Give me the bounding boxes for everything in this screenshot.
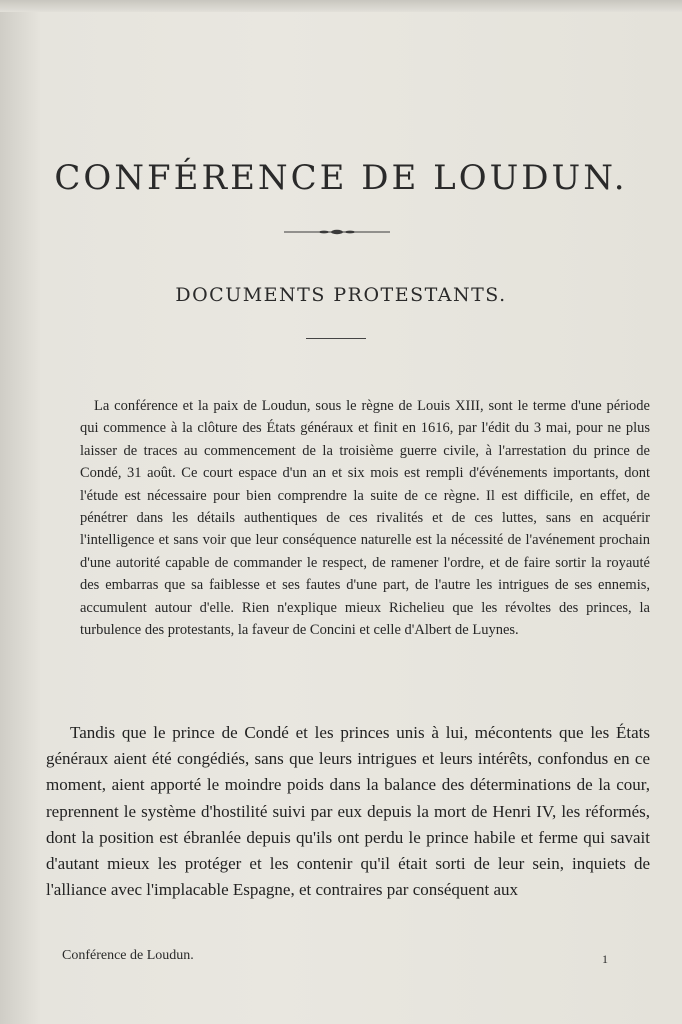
paragraph-2: Tandis que le prince de Condé et les princes unis à lui, mécontents que les États généraux aient été congédiés, sans que leurs intrigues et leurs intérêts, confondus en ce moment, aient apporté le moindre poids dans la balance des déterminations de la cour, reprennent le système d'hostilité suivi par eux depuis la mort de Henri IV, les réformés, dont la position est ébranlée depuis qu'ils ont perdu le prince habile et ferme qui savait d'autant mieux les protéger et les contenir qu'il était sorti de leur sein, inquiets de l'alliance avec l'implacable Espagne, et contraires par conséquent aux xyxy=(46,723,650,900)
section-subtitle: DOCUMENTS PROTESTANTS. xyxy=(175,284,507,306)
running-title-footer: Conférence de Loudun. xyxy=(62,948,194,963)
signature-mark: 1 xyxy=(602,952,608,966)
section-rule xyxy=(306,338,366,339)
page-title: CONFÉRENCE DE LOUDUN. xyxy=(54,158,628,198)
paragraph-1: La conférence et la paix de Loudun, sous le règne de Louis XIII, sont le terme d'une période qui commence à la clôture des États généraux et finit en 1616, par l'édit du 3 mai, pour ne plus laisser de traces au commencement de la troisième guerre civile, à l'arrestation du prince de Condé, 31 août. Ce court espace d'un an et six mois est rempli d'événements importants, dont l'étude est nécessaire pour bien comprendre la suite de ce règne. Il est difficile, en effet, de pénétrer dans les détails authentiques de ces rivalités et de ces luttes, sans en acquérir l'intelligence et sans voir que leur conséquence naturelle est la nécessité de l'avénement prochain d'une autorité capable de commander le respect, de ramener l'ordre, et de faire sortir la royauté des embarras que sa faiblesse et ses fautes d'une part, de l'autre les intrigues de ses ennemis, accumulent autour d'elle. Rien n'explique mieux Richelieu que les révoltes des princes, la turbulence des protestants, la faveur de Concini et celle d'Albert de Luynes. xyxy=(80,398,650,639)
page-top-edge xyxy=(0,0,682,12)
intro-text xyxy=(80,395,650,641)
main-text xyxy=(46,720,650,903)
ornament-divider xyxy=(284,229,390,235)
